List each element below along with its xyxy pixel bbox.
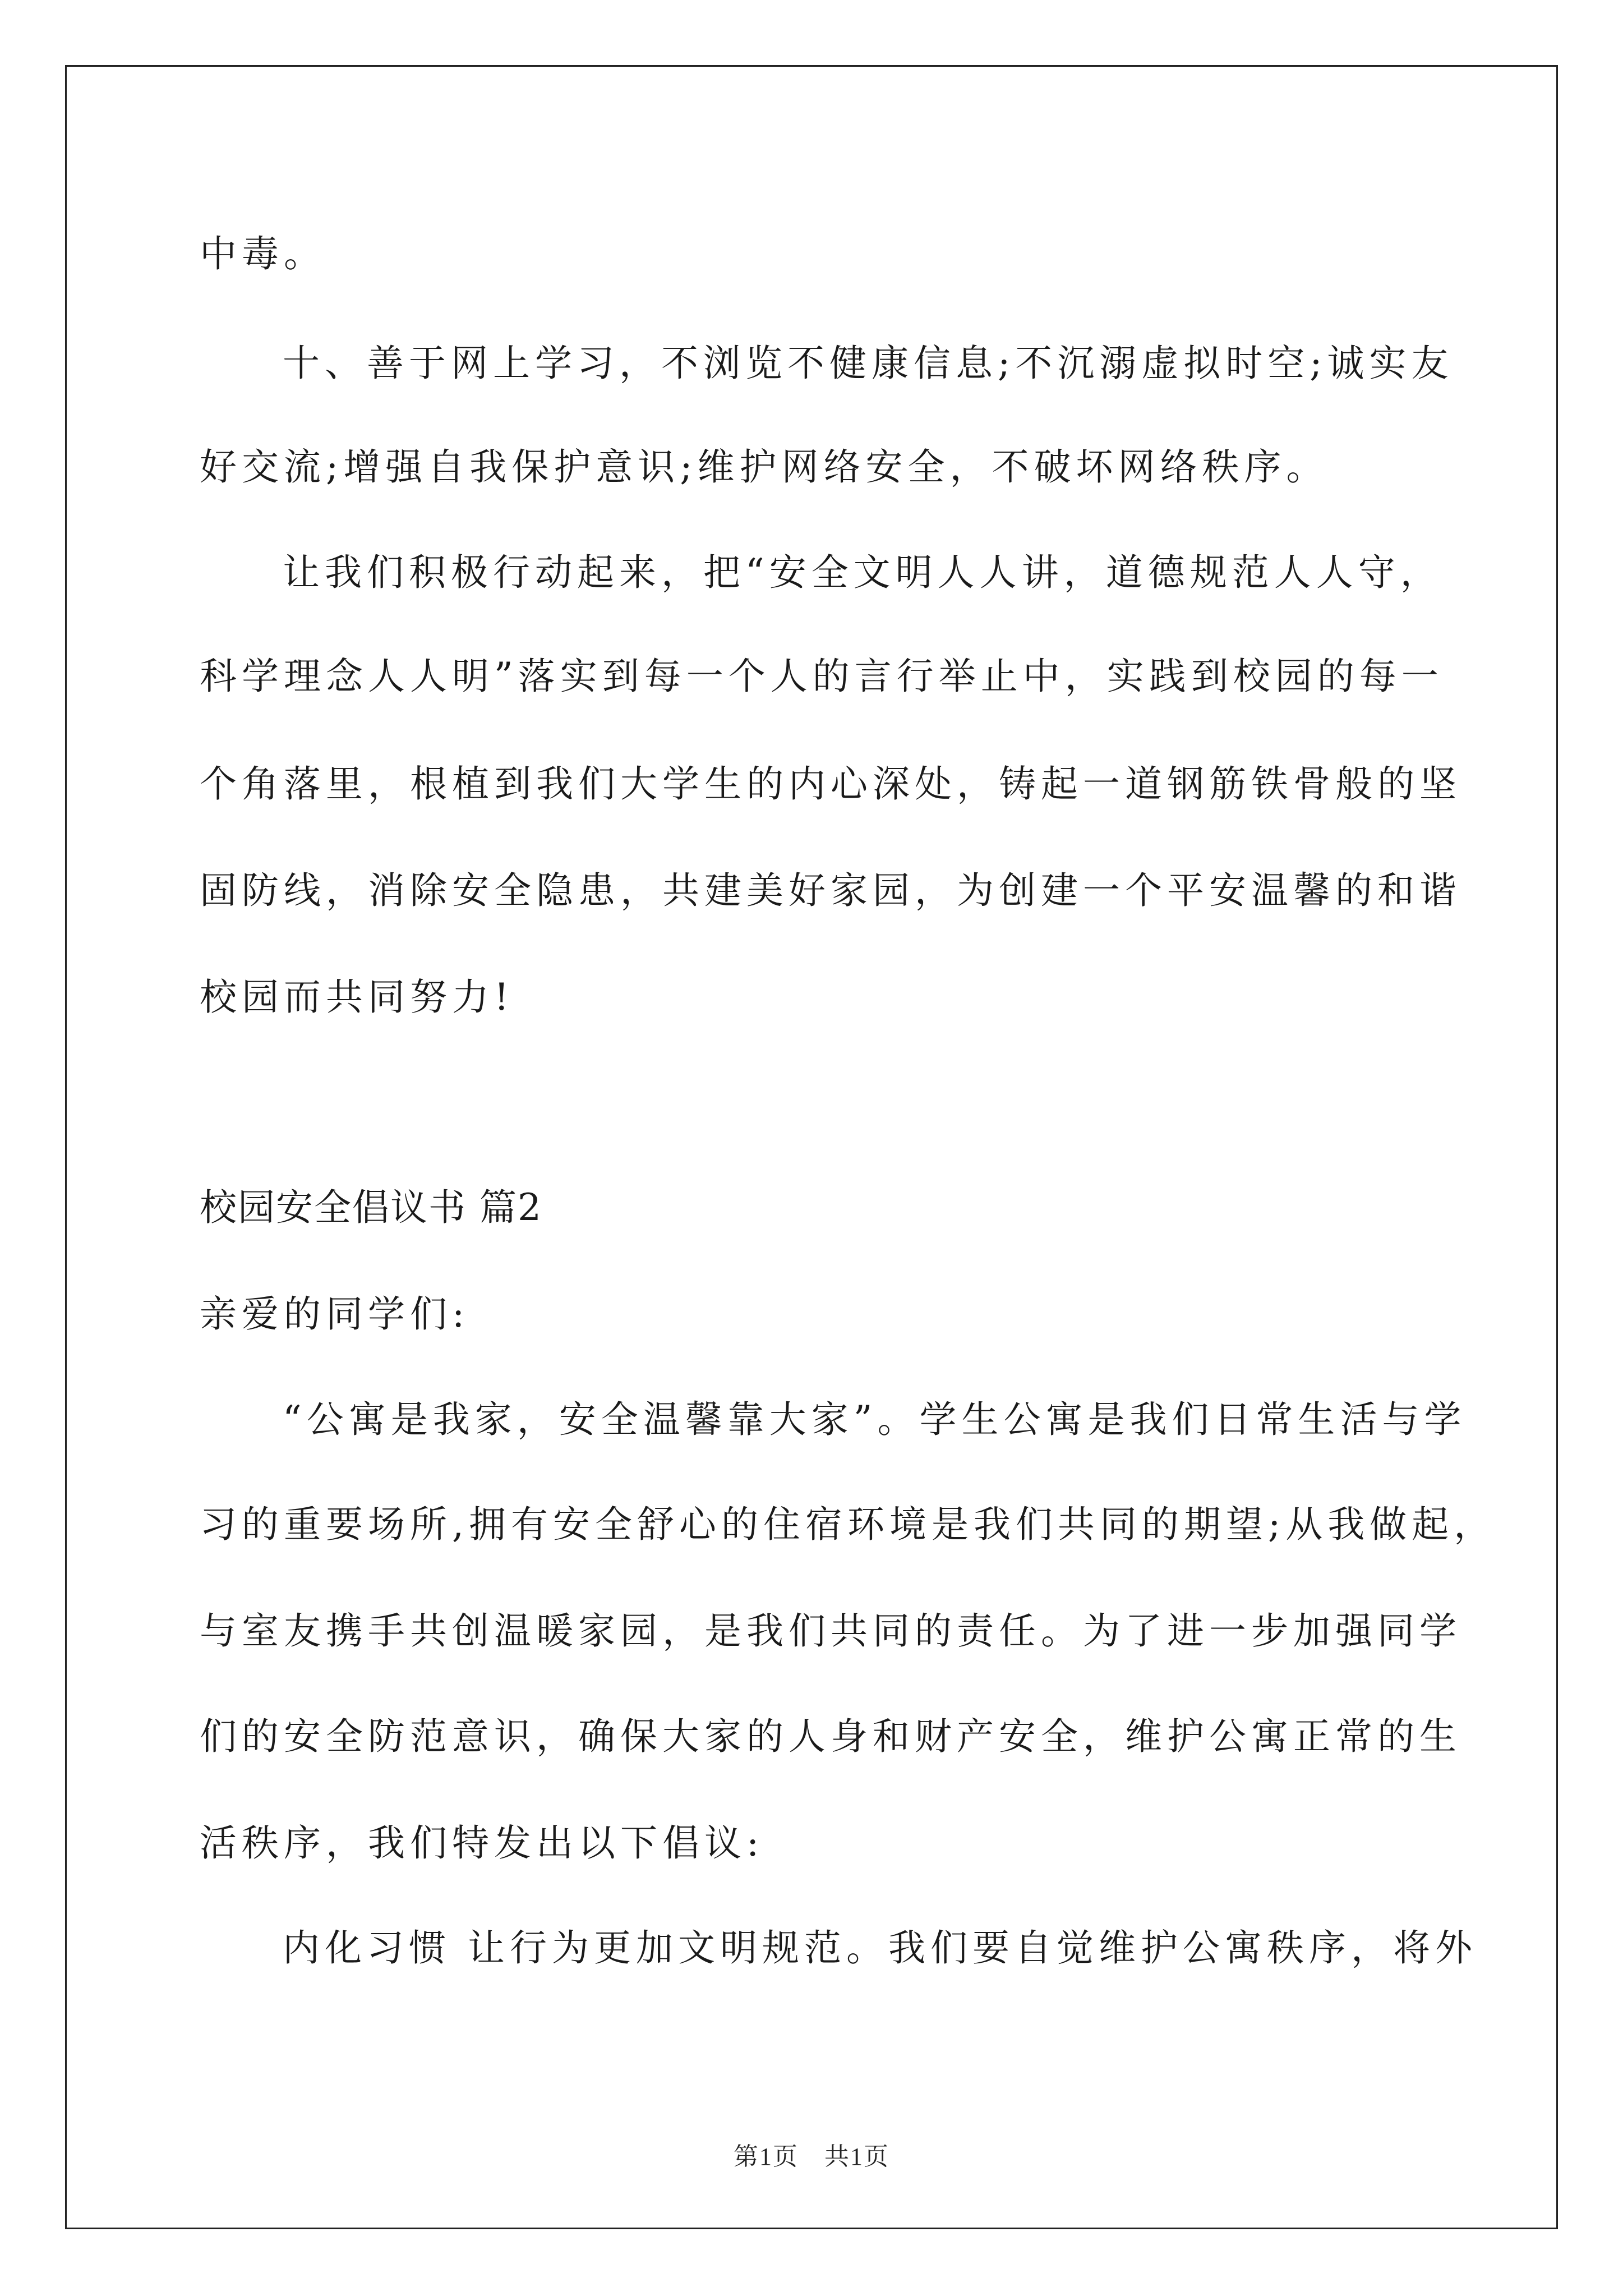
text-line: 科学理念人人明”落实到每一个人的言行举止中，实践到校园的每一 bbox=[200, 655, 1444, 698]
text-line: 活秩序，我们特发出以下倡议: bbox=[200, 1821, 764, 1865]
text-line: 校园而共同努力! bbox=[200, 976, 514, 1019]
text-line: 固防线，消除安全隐患，共建美好家园，为创建一个平安温馨的和谐 bbox=[200, 869, 1461, 912]
text-line: “公寓是我家，安全温馨靠大家”。学生公寓是我们日常生活与学 bbox=[283, 1398, 1467, 1441]
page-border bbox=[65, 65, 1558, 2229]
salutation: 亲爱的同学们: bbox=[200, 1292, 470, 1336]
text-line: 让我们积极行动起来，把“安全文明人人讲，道德规范人人守， bbox=[283, 551, 1442, 594]
text-line: 习的重要场所,拥有安全舒心的住宿环境是我们共同的期望;从我做起， bbox=[200, 1503, 1496, 1546]
text-line: 们的安全防范意识，确保大家的人身和财产安全，维护公寓正常的生 bbox=[200, 1715, 1461, 1758]
text-line: 十、善于网上学习，不浏览不健康信息;不沉溺虚拟时空;诚实友 bbox=[283, 342, 1454, 385]
page-number-footer: 第1页 共1页 bbox=[734, 2143, 889, 2170]
text-line: 内化习惯 让行为更加文明规范。我们要自觉维护公寓秩序，将外 bbox=[283, 1926, 1477, 1970]
section-heading: 校园安全倡议书 篇2 bbox=[200, 1186, 542, 1229]
text-line: 好交流;增强自我保护意识;维护网络安全，不破坏网络秩序。 bbox=[200, 445, 1329, 489]
text-line: 与室友携手共创温暖家园，是我们共同的责任。为了进一步加强同学 bbox=[200, 1609, 1461, 1653]
text-line: 个角落里，根植到我们大学生的内心深处，铸起一道钢筋铁骨般的坚 bbox=[200, 762, 1461, 806]
text-line: 中毒。 bbox=[200, 232, 326, 275]
